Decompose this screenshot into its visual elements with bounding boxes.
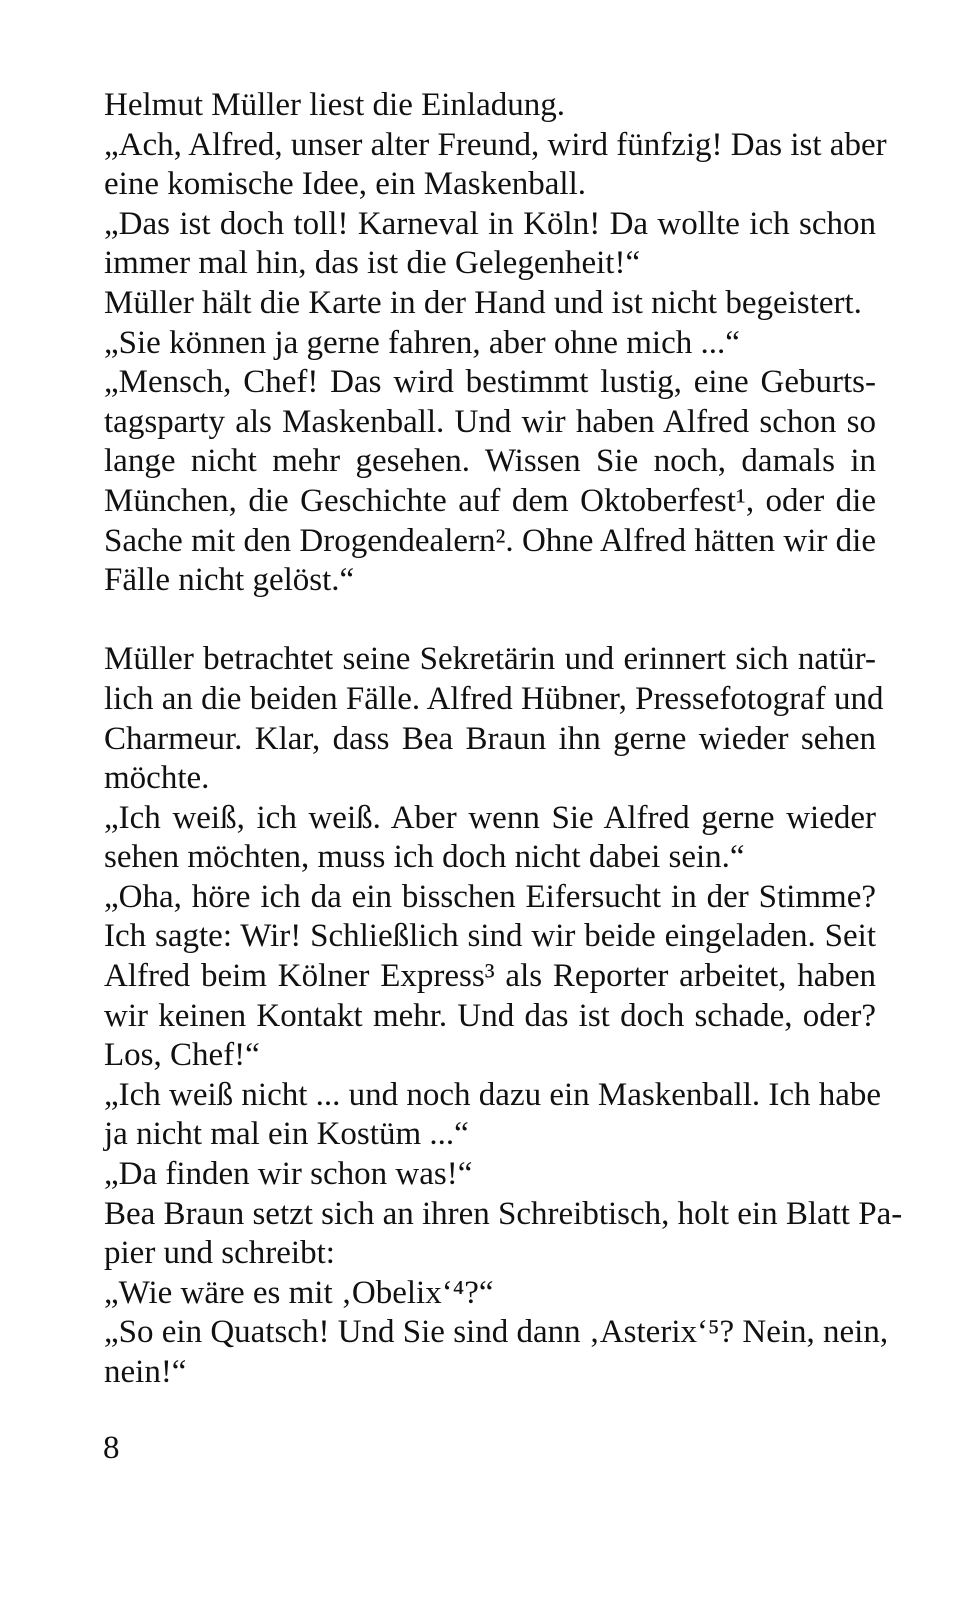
text-line: „Ach, Alfred, unser alter Freund, wird fünfzig! Das ist aber — [104, 126, 887, 163]
text-line: Helmut Müller liest die Einladung. — [104, 87, 566, 123]
text-line: „Oha, höre ich da ein bisschen Eifersucht in der Stimme? — [104, 878, 876, 915]
book-page-body — [104, 86, 903, 1393]
text-line: lange nicht mehr gesehen. Wissen Sie noch, damals in — [104, 443, 876, 480]
text-line: eine komische Idee, ein Maskenball. — [104, 166, 586, 203]
text-line: Ich sagte: Wir! Schließlich sind wir beide eingeladen. Seit — [104, 918, 876, 955]
text-line: pier und schreibt: — [104, 1235, 335, 1272]
text-line: „Da finden wir schon was!“ — [104, 1156, 473, 1193]
text-line: „Mensch, Chef! Das wird bestimmt lustig, eine Geburts- — [104, 364, 876, 401]
text-line: Charmeur. Klar, dass Bea Braun ihn gerne wieder sehen — [104, 720, 876, 757]
text-line: ja nicht mal ein Kostüm ...“ — [104, 1116, 469, 1153]
text-line: „So ein Quatsch! Und Sie sind dann ‚Asterix‘⁵? Nein, nein, — [104, 1314, 889, 1351]
text-line: „Das ist doch toll! Karneval in Köln! Da wollte ich schon — [104, 205, 876, 242]
text-line: tagsparty als Maskenball. Und wir haben Alfred schon so — [104, 403, 876, 440]
text-line: „Wie wäre es mit ‚Obelix‘⁴?“ — [104, 1274, 494, 1311]
paragraph-1 — [104, 86, 887, 601]
text-line: München, die Geschichte auf dem Oktoberfest¹, oder die — [104, 482, 876, 519]
text-line: Los, Chef!“ — [104, 1037, 260, 1074]
text-line: Fälle nicht gelöst.“ — [104, 562, 355, 599]
paragraph-2 — [104, 640, 903, 1392]
text-line: „Sie können ja gerne fahren, aber ohne mich ...“ — [104, 324, 740, 361]
text-line: „Ich weiß, ich weiß. Aber wenn Sie Alfred gerne wieder — [104, 799, 876, 836]
text-line: Bea Braun setzt sich an ihren Schreibtisch, holt ein Blatt Pa- — [104, 1195, 903, 1232]
text-line: Müller betrachtet seine Sekretärin und erinnert sich natür- — [104, 641, 876, 678]
text-line: wir keinen Kontakt mehr. Und das ist doch schade, oder? — [104, 997, 876, 1034]
paragraph-spacer — [104, 601, 876, 641]
page-number: 8 — [103, 1430, 120, 1466]
text-line: möchte. — [104, 760, 210, 797]
text-line: Alfred beim Kölner Express³ als Reporter arbeitet, haben — [104, 958, 876, 995]
text-line: nein!“ — [104, 1354, 187, 1390]
text-line: „Ich weiß nicht ... und noch dazu ein Maskenball. Ich habe — [104, 1076, 882, 1113]
text-line: sehen möchten, muss ich doch nicht dabei sein.“ — [104, 839, 745, 876]
text-line: Sache mit den Drogendealern². Ohne Alfred hätten wir die — [104, 522, 876, 559]
text-line: lich an die beiden Fälle. Alfred Hübner, Pressefotograf und — [104, 680, 884, 717]
text-line: Müller hält die Karte in der Hand und ist nicht begeistert. — [104, 284, 862, 321]
text-line: immer mal hin, das ist die Gelegenheit!“ — [104, 245, 641, 282]
